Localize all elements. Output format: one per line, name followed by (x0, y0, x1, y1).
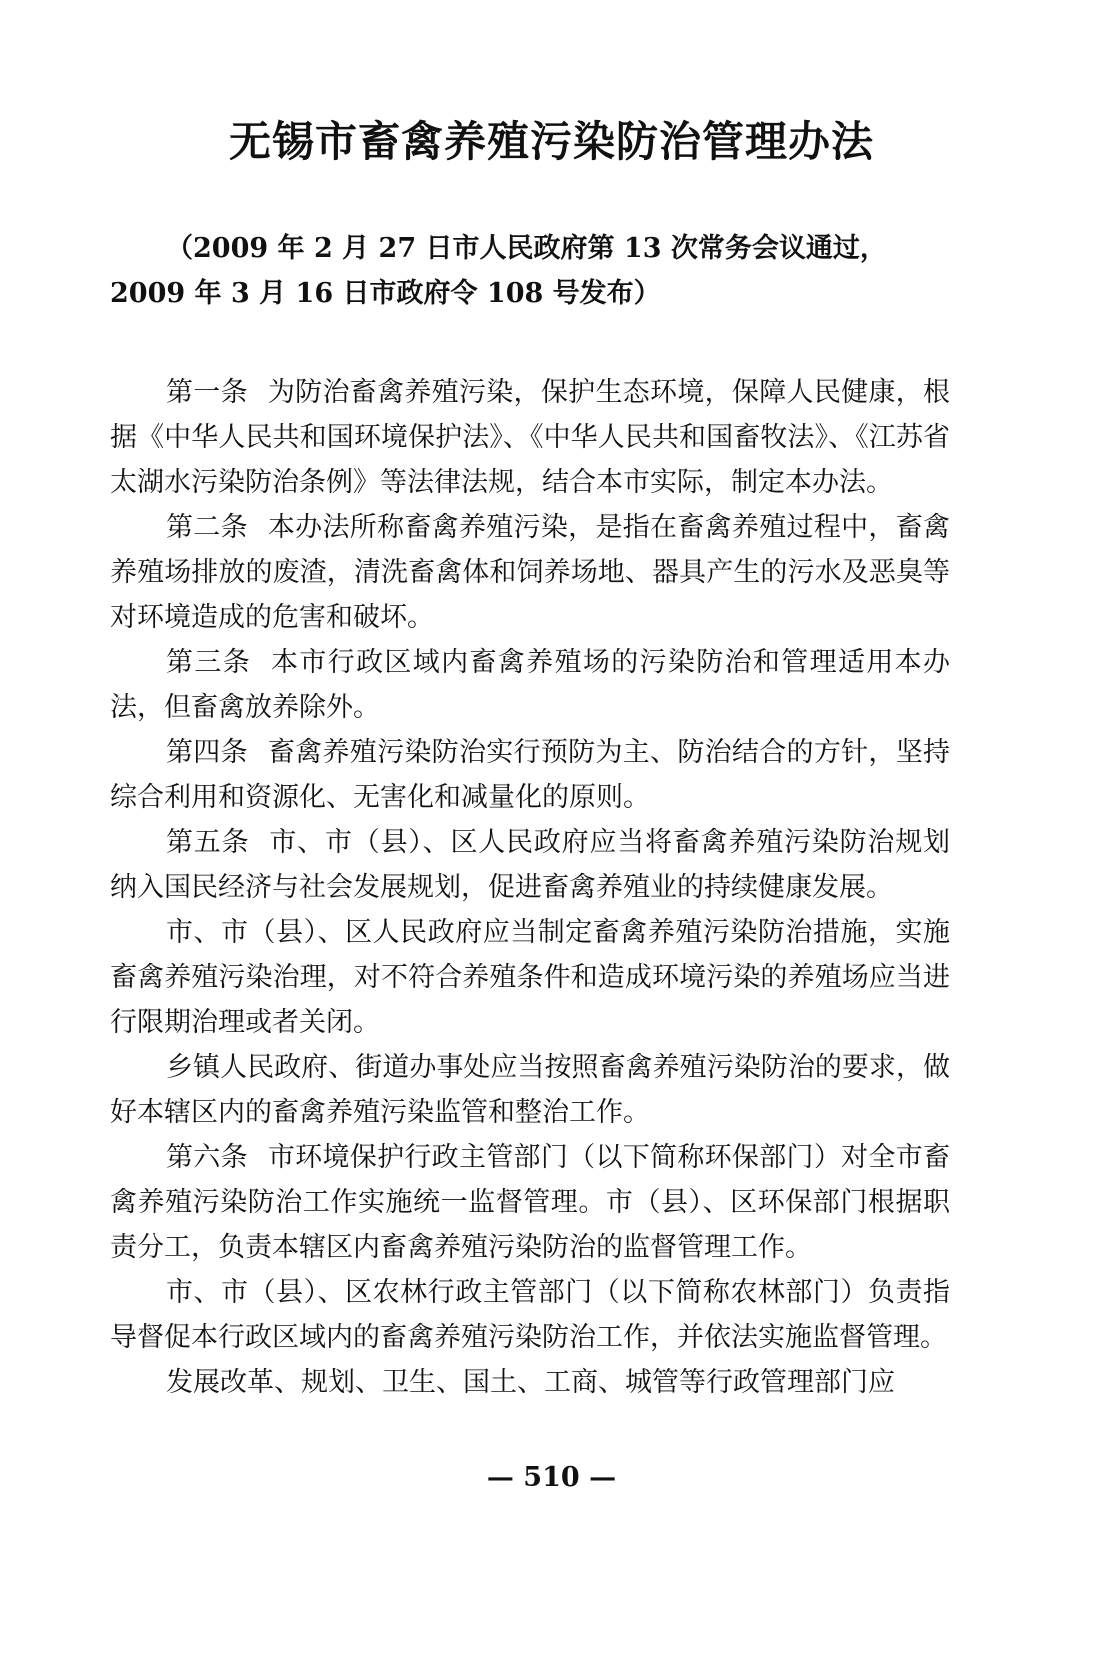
paragraph (110, 910, 950, 1045)
article-number: 第一条 (166, 377, 248, 408)
paragraph-text: 本市行政区域内畜禽养殖场的污染防治和管理适用本办法，但畜禽放养除外。 (110, 647, 951, 723)
article-number: 第六条 (166, 1142, 248, 1173)
paragraph-text: 乡镇人民政府、街道办事处应当按照畜禽养殖污染防治的要求，做好本辖区内的畜禽养殖污染监管和整治工作。 (110, 1052, 950, 1128)
paragraph (110, 370, 950, 505)
article-number: 第三条 (166, 647, 252, 678)
document-subtitle: （2009 年 2 月 27 日市人民政府第 13 次常务会议通过，2009 年 3 月 16 日市政府令 108 号发布） (110, 233, 887, 309)
paragraph-text: 市环境保护行政主管部门（以下简称环保部门）对全市畜禽养殖污染防治工作实施统一监督管理。市（县）、区环保部门根据职责分工，负责本辖区内畜禽养殖污染防治的监督管理工作。 (110, 1142, 951, 1263)
article-number: 第五条 (166, 827, 250, 858)
document-body (110, 370, 950, 1405)
paragraph (110, 640, 950, 730)
page-number: — 510 — (486, 1462, 617, 1493)
paragraph (110, 505, 950, 640)
paragraph (110, 820, 950, 910)
paragraph-text: 畜禽养殖污染防治实行预防为主、防治结合的方针，坚持综合利用和资源化、无害化和减量化的原则。 (110, 737, 951, 813)
article-number: 第四条 (166, 737, 248, 768)
paragraph (110, 730, 950, 820)
document-title: 无锡市畜禽养殖污染防治管理办法 (228, 117, 874, 166)
paragraph-text: 市、市（县）、区农林行政主管部门（以下简称农林部门）负责指导督促本行政区域内的畜禽养殖污染防治工作，并依法实施监督管理。 (110, 1277, 950, 1353)
paragraph (110, 1135, 950, 1270)
paragraph-text: 发展改革、规划、卫生、国土、工商、城管等行政管理部门应 (166, 1367, 895, 1398)
paragraph-text: 市、市（县）、区人民政府应当将畜禽养殖污染防治规划纳入国民经济与社会发展规划，促进畜禽养殖业的持续健康发展。 (110, 827, 951, 903)
paragraph (110, 1045, 950, 1135)
paragraph-text: 为防治畜禽养殖污染，保护生态环境，保障人民健康，根据《中华人民共和国环境保护法》、《中华人民共和国畜牧法》、《江苏省太湖水污染防治条例》等法律法规，结合本市实际，制定本办法。 (110, 377, 951, 498)
paragraph (110, 1270, 950, 1360)
paragraph-text: 市、市（县）、区人民政府应当制定畜禽养殖污染防治措施，实施畜禽养殖污染治理，对不符合养殖条件和造成环境污染的养殖场应当进行限期治理或者关闭。 (110, 917, 950, 1038)
paragraph-text: 本办法所称畜禽养殖污染，是指在畜禽养殖过程中，畜禽养殖场排放的废渣，清洗畜禽体和饲养场地、器具产生的污水及恶臭等对环境造成的危害和破坏。 (110, 512, 951, 633)
article-number: 第二条 (166, 512, 248, 543)
paragraph (110, 1360, 950, 1405)
